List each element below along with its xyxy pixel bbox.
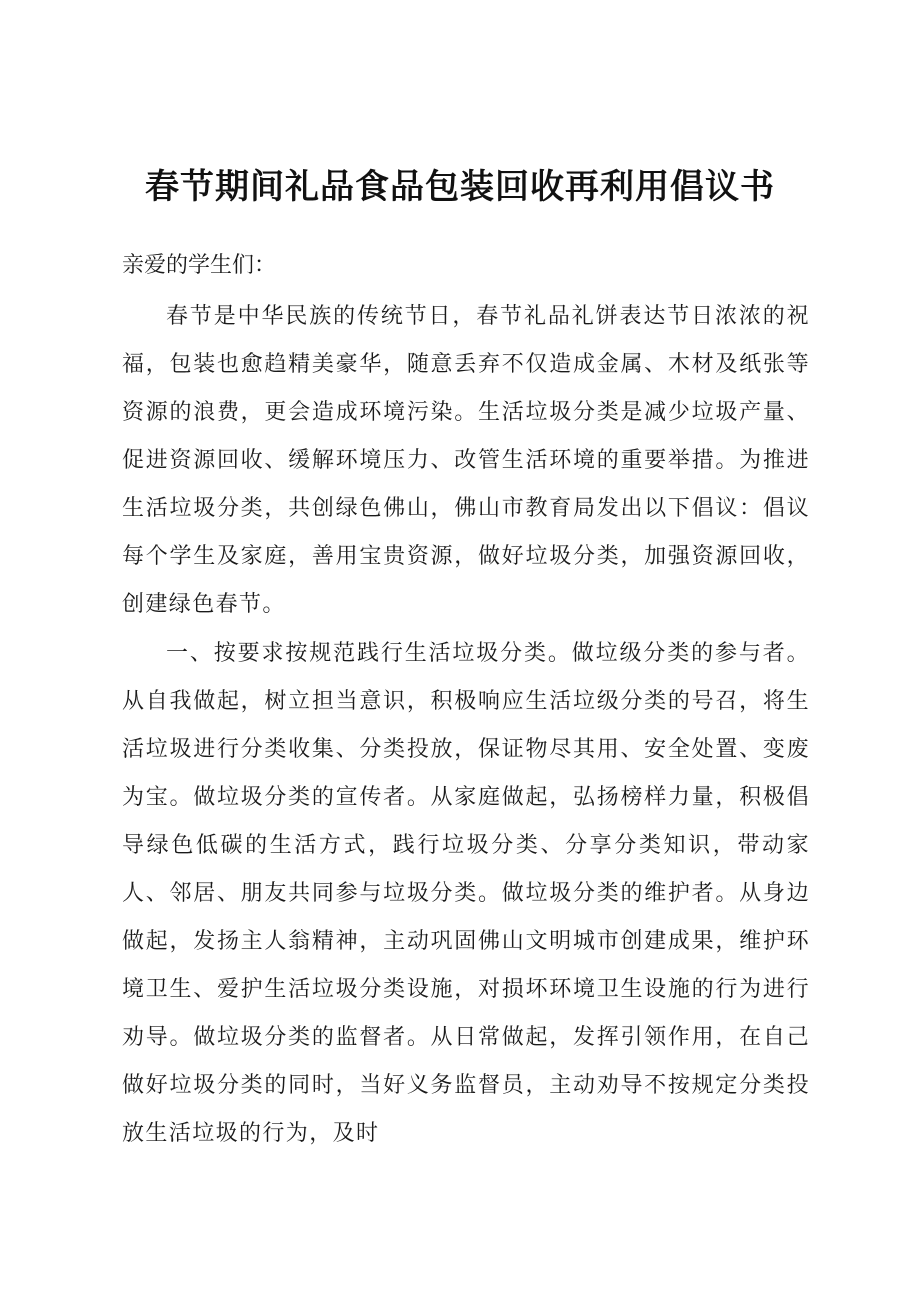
salutation: 亲爱的学生们： bbox=[122, 253, 277, 278]
document-title: 春节期间礼品食品包装回收再利用倡议书 bbox=[145, 167, 775, 207]
paragraph-intro: 春节是中华民族的传统节日，春节礼品礼饼表达节日浓浓的祝福，包装也愈趋精美豪华，随意丢弃不仅造成金属、木材及纸张等资源的浪费，更会造成环境污染。生活垃圾分类是减少垃圾产量、促进资源回收、缓解环境压力、改管生活环境的重要举措。为推进生活垃圾分类，共创绿色佛山，佛山市教育局发出以下倡议：倡议每个学生及家庭，善用宝贵资源，做好垃圾分类，加强资源回收，创建绿色春节。 bbox=[122, 304, 810, 617]
paragraph-section-one: 一、按要求按规范践行生活垃圾分类。做垃级分类的参与者。从自我做起，树立担当意识，积极响应生活垃级分类的号召，将生活垃圾进行分类收集、分类投放，保证物尽其用、安全处置、变废为宝。做垃圾分类的宣传者。从家庭做起，弘扬榜样力量，积极倡导绿色低碳的生活方式，践行垃圾分类、分享分类知识，带动家人、邻居、朋友共同参与垃圾分类。做垃圾分类的维护者。从身边做起，发扬主人翁精神，主动巩固佛山文明城市创建成果，维护环境卫生、爱护生活垃圾分类设施，对损坏环境卫生设施的行为进行劝导。做垃圾分类的监督者。从日常做起，发挥引领作用，在自己做好垃圾分类的同时，当好义务监督员，主动劝导不按规定分类投放生活垃圾的行为，及时 bbox=[122, 641, 810, 1146]
